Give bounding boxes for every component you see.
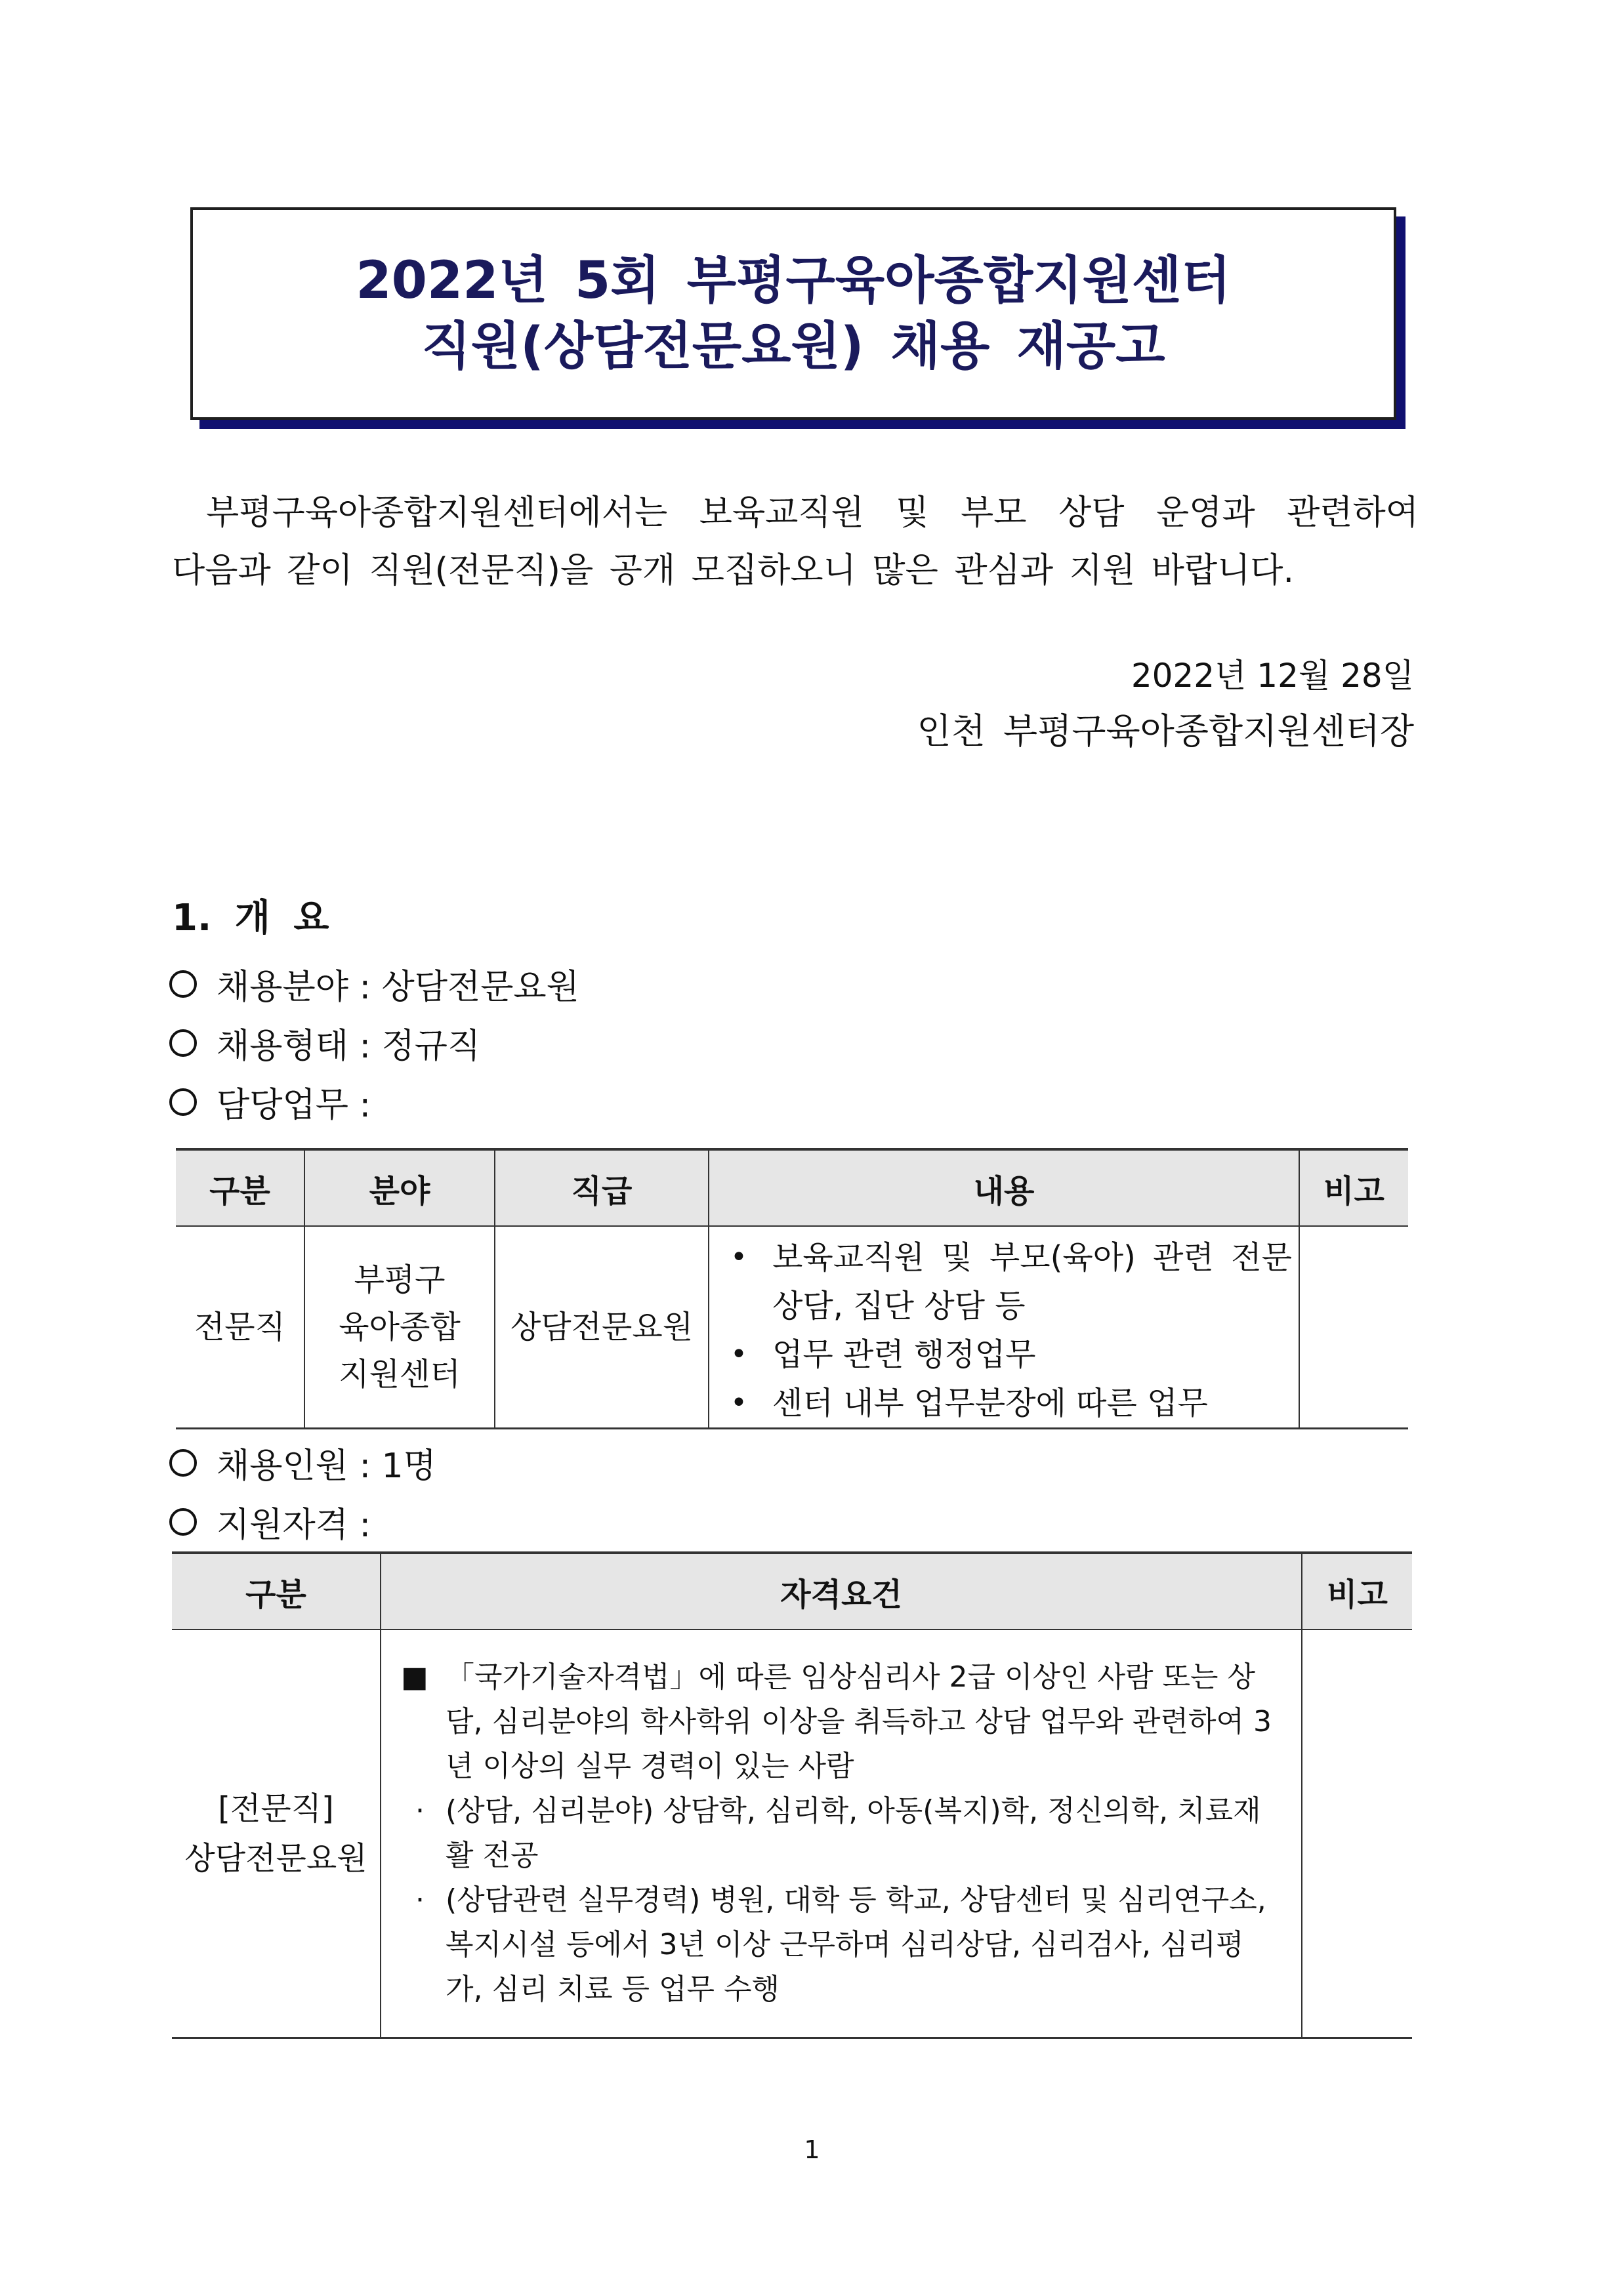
intro-paragraph — [172, 484, 1419, 600]
cell-content — [709, 1226, 1299, 1429]
bullet-qualification-text: 지원자격 : — [217, 1506, 371, 1545]
title-line-2: 직원(상담전문요원) 채용 재공고 — [421, 317, 1165, 376]
field-line: 지원센터 — [339, 1356, 461, 1393]
header-note: 비고 — [1302, 1553, 1412, 1630]
intro-line-2: 다음과 같이 직원(전문직)을 공개 모집하오니 많은 관심과 지원 바랍니다. — [172, 551, 1295, 590]
requirement-main-text: 「국가기술자격법」에 따른 임상심리사 2급 이상인 사람 또는 상담, 심리분야의 학사학위 이상을 취득하고 상담 업무와 관련하여 3년 이상의 실무 경력이 있는 사람 — [446, 1660, 1272, 1783]
square-bullet-icon: ■ — [401, 1660, 428, 1694]
field-line: 부평구 — [354, 1261, 446, 1298]
requirement-sub-1 — [401, 1789, 1279, 1878]
cell-field — [304, 1226, 495, 1429]
requirement-main — [401, 1655, 1279, 1789]
dot-bullet-icon: · — [415, 1794, 425, 1828]
category-line: 상담전문요원 — [184, 1840, 367, 1877]
header-note: 비고 — [1299, 1149, 1408, 1226]
page-number: 1 — [804, 2135, 820, 2164]
bullet-field — [169, 959, 579, 1008]
cell-note — [1302, 1630, 1412, 2038]
header-requirements: 자격요건 — [381, 1553, 1302, 1630]
intro-line-1: 부평구육아종합지원센터에서는 보육교직원 및 부모 상담 운영과 관련하여 — [206, 493, 1419, 533]
category-line: [전문직] — [218, 1790, 334, 1827]
bullet-field-text: 채용분야 : 상담전문요원 — [217, 968, 579, 1007]
duty-table-header — [176, 1149, 1408, 1226]
issuer: 인천 부평구육아종합지원센터장 — [917, 710, 1414, 752]
duty-table — [176, 1148, 1408, 1429]
bullet-duty — [169, 1077, 371, 1126]
circle-bullet-icon — [169, 970, 197, 998]
bullet-headcount — [169, 1438, 436, 1487]
bullet-qualification — [169, 1497, 371, 1546]
title-line-1: 2022년 5회 부평구육아종합지원센터 — [356, 251, 1231, 310]
field-line: 육아종합 — [339, 1309, 461, 1345]
cell-note — [1299, 1226, 1408, 1429]
circle-bullet-icon — [169, 1029, 197, 1057]
cell-category — [172, 1630, 381, 2038]
section-title-overview: 1. 개 요 — [172, 897, 329, 939]
requirement-sub-2-text: (상담관련 실무경력) 병원, 대학 등 학교, 상담센터 및 심리연구소, 복지시설 등에서 3년 이상 근무하며 심리상담, 심리검사, 심리평가, 심리 치료 등 업무 수행 — [446, 1883, 1266, 2006]
header-field: 분야 — [304, 1149, 495, 1226]
table-row — [172, 1630, 1412, 2038]
requirement-sub-1-text: (상담, 심리분야) 상담학, 심리학, 아동(복지)학, 정신의학, 치료재활 전공 — [446, 1794, 1261, 1872]
bullet-headcount-text: 채용인원 : 1명 — [217, 1446, 436, 1486]
bullet-type-text: 채용형태 : 정규직 — [217, 1027, 481, 1066]
requirement-sub-2 — [401, 1878, 1279, 2012]
title-box — [190, 207, 1396, 420]
qualification-table-header — [172, 1553, 1412, 1630]
table-row — [176, 1226, 1408, 1429]
circle-bullet-icon — [169, 1088, 197, 1116]
cell-rank: 상담전문요원 — [495, 1226, 709, 1429]
header-category: 구분 — [176, 1149, 304, 1226]
dot-bullet-icon: · — [415, 1883, 425, 1917]
announcement-date: 2022년 12월 28일 — [1131, 657, 1414, 695]
qualification-table — [172, 1551, 1412, 2039]
list-item: • 보육교직원 및 부모(육아) 관련 전문 상담, 집단 상담 등 — [724, 1233, 1292, 1330]
list-item: • 업무 관련 행정업무 — [724, 1330, 1292, 1379]
list-item: • 센터 내부 업무분장에 따른 업무 — [724, 1379, 1292, 1427]
duty-list — [724, 1233, 1292, 1427]
bullet-duty-text: 담당업무 : — [217, 1086, 371, 1125]
circle-bullet-icon — [169, 1508, 197, 1536]
circle-bullet-icon — [169, 1449, 197, 1477]
cell-category: 전문직 — [176, 1226, 304, 1429]
bullet-type — [169, 1018, 480, 1067]
header-rank: 직급 — [495, 1149, 709, 1226]
cell-requirements — [381, 1630, 1302, 2038]
header-content: 내용 — [709, 1149, 1299, 1226]
header-category: 구분 — [172, 1553, 381, 1630]
